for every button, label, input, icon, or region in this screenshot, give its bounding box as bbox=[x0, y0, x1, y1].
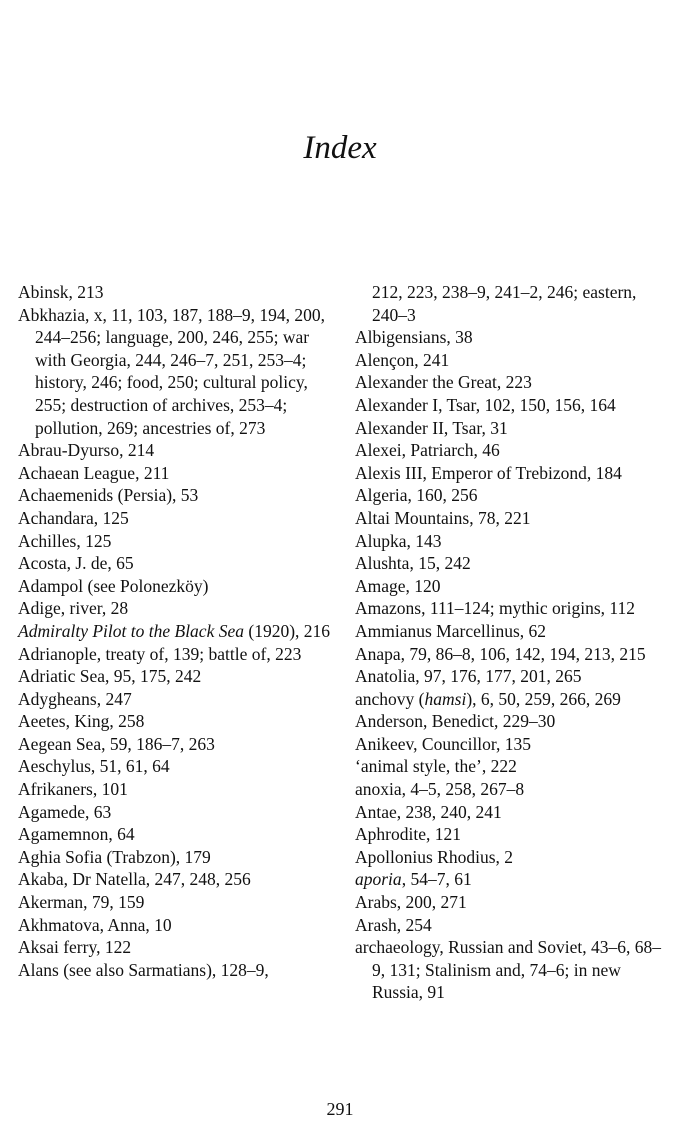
index-entry-text: Alupka, 143 bbox=[355, 530, 442, 551]
index-entry-text: Aksai ferry, 122 bbox=[18, 937, 132, 958]
index-entry-text: Arabs, 200, 271 bbox=[355, 892, 467, 913]
index-entry bbox=[18, 801, 336, 824]
index-entry-text: Abrau-Dyurso, 214 bbox=[18, 440, 155, 461]
index-entry-text: , 54–7, 61 bbox=[401, 869, 472, 890]
index-entry-text: Agamede, 63 bbox=[18, 801, 112, 822]
index-entry bbox=[355, 688, 673, 711]
index-entry-text: Apollonius Rhodius, 2 bbox=[355, 846, 514, 867]
index-entry-text: Anatolia, 97, 176, 177, 201, 265 bbox=[355, 666, 582, 687]
index-entry-text: Aegean Sea, 59, 186–7, 263 bbox=[18, 733, 215, 754]
index-entry bbox=[18, 733, 336, 756]
index-entry-text: Antae, 238, 240, 241 bbox=[355, 801, 502, 822]
index-entry bbox=[18, 710, 336, 733]
index-entry bbox=[18, 891, 336, 914]
page-title: Index bbox=[303, 130, 377, 166]
index-entry-text: Aeetes, King, 258 bbox=[18, 711, 145, 732]
index-entry bbox=[18, 484, 336, 507]
index-entry-text: Alushta, 15, 242 bbox=[355, 553, 471, 574]
index-entry bbox=[355, 710, 673, 733]
index-entry-text: archaeology, Russian and Soviet, 43–6, 68–9, 131; Stalinism and, 74–6; in new Russia, 91 bbox=[355, 937, 662, 1003]
index-entry-text: Akaba, Dr Natella, 247, 248, 256 bbox=[18, 869, 251, 890]
index-entry-text: Afrikaners, 101 bbox=[18, 779, 128, 800]
index-entry-text: Aeschylus, 51, 61, 64 bbox=[18, 756, 170, 777]
index-entry bbox=[18, 530, 336, 553]
index-entry-text: Akerman, 79, 159 bbox=[18, 892, 145, 913]
index-entry bbox=[18, 778, 336, 801]
index-entry-text: Amazons, 111–124; mythic origins, 112 bbox=[355, 598, 635, 619]
index-entry-text: Achilles, 125 bbox=[18, 530, 112, 551]
index-entry bbox=[18, 846, 336, 869]
index-entry-text: Arash, 254 bbox=[355, 914, 432, 935]
index-entry bbox=[18, 936, 336, 959]
index-entry-text: Albigensians, 38 bbox=[355, 327, 473, 348]
index-entry-text: Alexander the Great, 223 bbox=[355, 372, 532, 393]
index-entry-text: Achaemenids (Persia), 53 bbox=[18, 485, 199, 506]
index-entry-text: Achandara, 125 bbox=[18, 507, 129, 528]
index-entry-text: Altai Mountains, 78, 221 bbox=[355, 507, 531, 528]
index-entry bbox=[355, 326, 673, 349]
index-entry bbox=[355, 643, 673, 666]
index-entry-text: Anderson, Benedict, 229–30 bbox=[355, 711, 556, 732]
index-entry-text: Alans (see also Sarmatians), 128–9, bbox=[18, 959, 269, 980]
index-entry-text: Adige, river, 28 bbox=[18, 598, 129, 619]
index-entry bbox=[355, 439, 673, 462]
index-entry bbox=[18, 575, 336, 598]
index-entry-text: ), 6, 50, 259, 266, 269 bbox=[466, 688, 621, 709]
index-entry bbox=[355, 530, 673, 553]
index-entry bbox=[18, 868, 336, 891]
index-entry bbox=[355, 552, 673, 575]
index-entry-text: Alençon, 241 bbox=[355, 349, 450, 370]
index-entry-text: ‘animal style, the’, 222 bbox=[355, 756, 517, 777]
index-entry bbox=[355, 575, 673, 598]
index-entry bbox=[355, 417, 673, 440]
index-entry-text: Abinsk, 213 bbox=[18, 282, 104, 302]
index-entry-text: Alexander I, Tsar, 102, 150, 156, 164 bbox=[355, 394, 616, 415]
index-entry-italic: aporia bbox=[355, 869, 402, 890]
index-entry bbox=[18, 914, 336, 937]
index-entry bbox=[355, 846, 673, 869]
index-entry-text: Anikeev, Councillor, 135 bbox=[355, 733, 532, 754]
index-entry bbox=[355, 914, 673, 937]
index-entry-text: anoxia, 4–5, 258, 267–8 bbox=[355, 779, 525, 800]
index-entry bbox=[18, 304, 336, 440]
index-entry bbox=[355, 801, 673, 824]
index-entry bbox=[355, 371, 673, 394]
index-entry-italic: hamsi bbox=[424, 688, 467, 709]
index-entry bbox=[18, 665, 336, 688]
index-entry-text: Algeria, 160, 256 bbox=[355, 485, 478, 506]
index-entry bbox=[355, 778, 673, 801]
index-entry-text: Ammianus Marcellinus, 62 bbox=[355, 620, 547, 641]
index-entry bbox=[355, 733, 673, 756]
index-entry bbox=[355, 936, 673, 1004]
index-entry bbox=[18, 688, 336, 711]
index-entry bbox=[18, 439, 336, 462]
page-number: 291 bbox=[326, 1099, 354, 1119]
index-entry bbox=[355, 823, 673, 846]
index-entry-text: Agamemnon, 64 bbox=[18, 824, 135, 845]
index-entry-text: Anapa, 79, 86–8, 106, 142, 194, 213, 215 bbox=[355, 643, 646, 664]
index-entry-text: Adrianople, treaty of, 139; battle of, 223 bbox=[18, 643, 302, 664]
index-entry bbox=[18, 597, 336, 620]
index-entry-prefix: anchovy ( bbox=[355, 688, 425, 709]
index-entry bbox=[355, 665, 673, 688]
index-column-right bbox=[355, 281, 673, 1004]
index-entry bbox=[355, 868, 673, 891]
index-entry-text: Alexander II, Tsar, 31 bbox=[355, 417, 508, 438]
index-column-left bbox=[18, 281, 336, 981]
index-entry bbox=[355, 507, 673, 530]
index-entry-text: Alexei, Patriarch, 46 bbox=[355, 440, 500, 461]
index-entry-text: Acosta, J. de, 65 bbox=[18, 553, 134, 574]
index-entry bbox=[18, 507, 336, 530]
index-entry-text: Adampol (see Polonezköy) bbox=[18, 575, 209, 596]
index-entry-text: Aghia Sofia (Trabzon), 179 bbox=[18, 846, 211, 867]
index-entry-text: Amage, 120 bbox=[355, 575, 441, 596]
index-entry bbox=[18, 755, 336, 778]
index-entry-text: Aphrodite, 121 bbox=[355, 824, 461, 845]
index-entry bbox=[355, 349, 673, 372]
index-entry bbox=[18, 281, 336, 304]
index-entry-continuation: 212, 223, 238–9, 241–2, 246; eastern, 240–3 bbox=[372, 282, 637, 325]
index-entry bbox=[18, 462, 336, 485]
index-entry bbox=[18, 552, 336, 575]
index-entry bbox=[355, 484, 673, 507]
index-entry bbox=[355, 755, 673, 778]
index-entry-text: Achaean League, 211 bbox=[18, 462, 170, 483]
index-entry bbox=[18, 823, 336, 846]
index-entry-text: (1920), 216 bbox=[244, 620, 331, 641]
index-entry bbox=[18, 620, 336, 643]
index-entry-text: Akhmatova, Anna, 10 bbox=[18, 914, 172, 935]
index-entry bbox=[18, 959, 336, 982]
index-entry bbox=[18, 643, 336, 666]
index-entry-text: Adygheans, 247 bbox=[18, 688, 132, 709]
index-entry-text: Abkhazia, x, 11, 103, 187, 188–9, 194, 200, 244–256; language, 200, 246, 255; war with Georgia, 244, 246–7, 251, 253–4; history, 246; food, 250; cultural policy, 255; destruction of archives, 253–4; pollution, 269; ancestries of, 273 bbox=[18, 304, 326, 438]
index-entry-text: Alexis III, Emperor of Trebizond, 184 bbox=[355, 462, 622, 483]
index-entry bbox=[355, 891, 673, 914]
index-entry bbox=[355, 462, 673, 485]
index-entry-text: Adriatic Sea, 95, 175, 242 bbox=[18, 666, 202, 687]
index-entry bbox=[355, 597, 673, 620]
index-entry bbox=[355, 620, 673, 643]
index-entry-italic: Admiralty Pilot to the Black Sea bbox=[18, 620, 244, 641]
index-entry bbox=[355, 394, 673, 417]
